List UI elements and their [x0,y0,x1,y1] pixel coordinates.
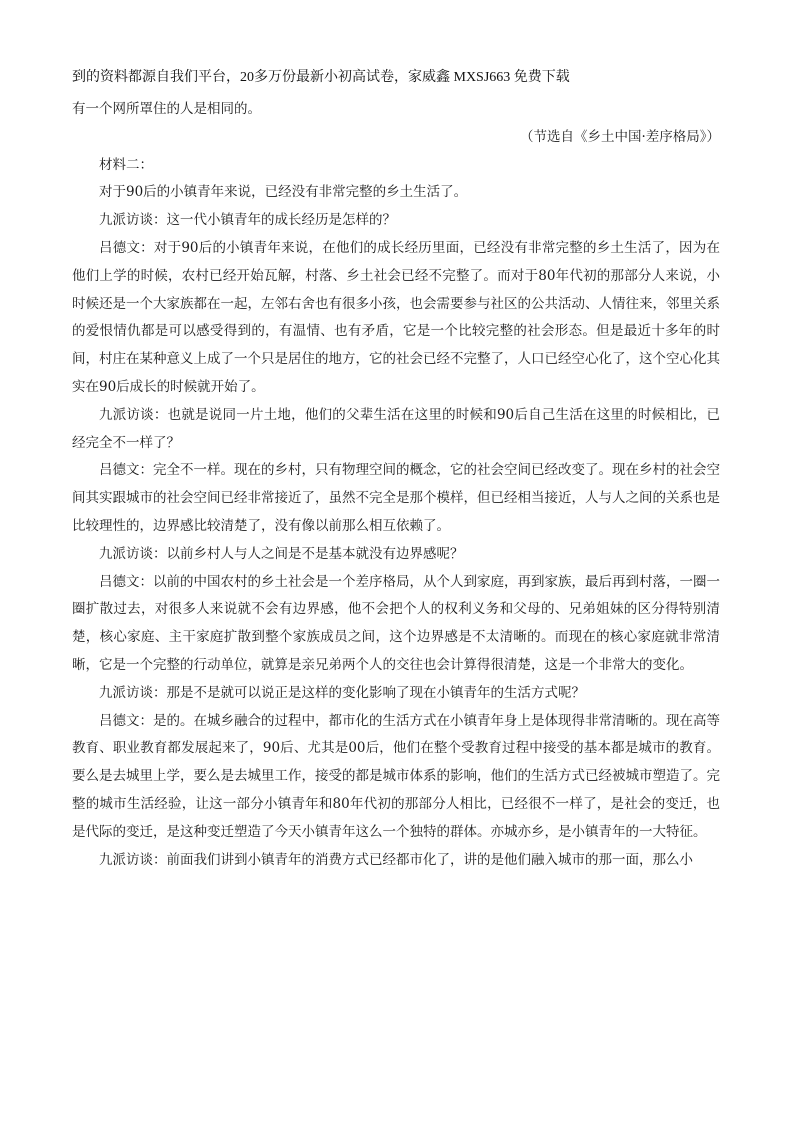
section-heading: 材料二： [99,156,153,173]
source-citation: （节选自《乡土中国·差序格局》） [519,128,720,145]
interview-answer: 吕德文：是的。在城乡融合的过程中，都市化的生活方式在小镇青年身上是体现得非常清晰的。现在高等教育、职业教育都发展起来了，90后、尤其是00后，他们在整个受教育过程中接受的基本都是城市的教育。要么是去城里上学，要么是去城里工作，接受的都是城市体系的影响，他们的生活方式已经被城市塑造了。完整的城市生活经验，让这一部分小镇青年和80年代初的那部分人相比，已经很不一样了，是社会的变迁，也是代际的变迁，是这种变迁塑造了今天小镇青年这么一个独特的群体。亦城亦乡，是小镇青年的一大特征。 [72,712,720,840]
header-banner: 到的资料都源自我们平台，20多万份最新小初高试卷，家威鑫 MXSJ663 免费下载 [72,70,570,85]
interview-answer: 吕德文：完全不一样。现在的乡村，只有物理空间的概念，它的社会空间已经改变了。现在乡村的社会空间其实跟城市的社会空间已经非常接近了，虽然不完全是那个模样，但已经相当接近，人与人之间的关系也是比较理性的，边界感比较清楚了，没有像以前那么相互依赖了。 [72,462,720,534]
interview-answer: 吕德文：对于90后的小镇青年来说，在他们的成长经历里面，已经没有非常完整的乡土生活了，因为在他们上学的时候，农村已经开始瓦解，村落、乡土社会已经不完整了。而对于80年代初的那部分人来说，小时候还是一个大家族都在一起，左邻右舍也有很多小孩，也会需要参与社区的公共活动、人情往来，邻里关系的爱恨情仇都是可以感受得到的，有温情、也有矛盾，它是一个比较完整的社会形态。但是最近十多年的时间，村庄在某种意义上成了一个只是居住的地方，它的社会已经不完整了，人口已经空心化了，这个空心化其实在90后成长的时候就开始了。 [72,239,720,395]
paragraph: 有一个网所罩住的人是相同的。 [72,101,261,117]
interview-answer: 吕德文：以前的中国农村的乡土社会是一个差序格局，从个人到家庭，再到家族，最后再到村落，一圈一圈扩散过去，对很多人来说就不会有边界感，他不会把个人的权利义务和父母的、兄弟姐妹的区分得特别清楚，核心家庭、主干家庭扩散到整个家族成员之间，这个边界感是不太清晰的。而现在的核心家庭就非常清晰，它是一个完整的行动单位，就算是亲兄弟两个人的交往也会计算得很清楚，这是一个非常大的变化。 [72,573,720,673]
paragraph: 对于90后的小镇青年来说，已经没有非常完整的乡土生活了。 [99,184,468,201]
article-body [72,96,720,874]
interview-question: 九派访谈：前面我们讲到小镇青年的消费方式已经都市化了，讲的是他们融入城市的那一面，那么小 [99,851,693,868]
interview-question: 九派访谈：也就是说同一片土地，他们的父辈生活在这里的时候和90后自己生活在这里的时候相比，已经完全不一样了？ [72,406,720,451]
interview-question: 九派访谈：以前乡村人与人之间是不是基本就没有边界感呢？ [99,545,464,562]
interview-question: 九派访谈：这一代小镇青年的成长经历是怎样的？ [99,212,396,229]
interview-question: 九派访谈：那是不是就可以说正是这样的变化影响了现在小镇青年的生活方式呢？ [99,684,585,701]
